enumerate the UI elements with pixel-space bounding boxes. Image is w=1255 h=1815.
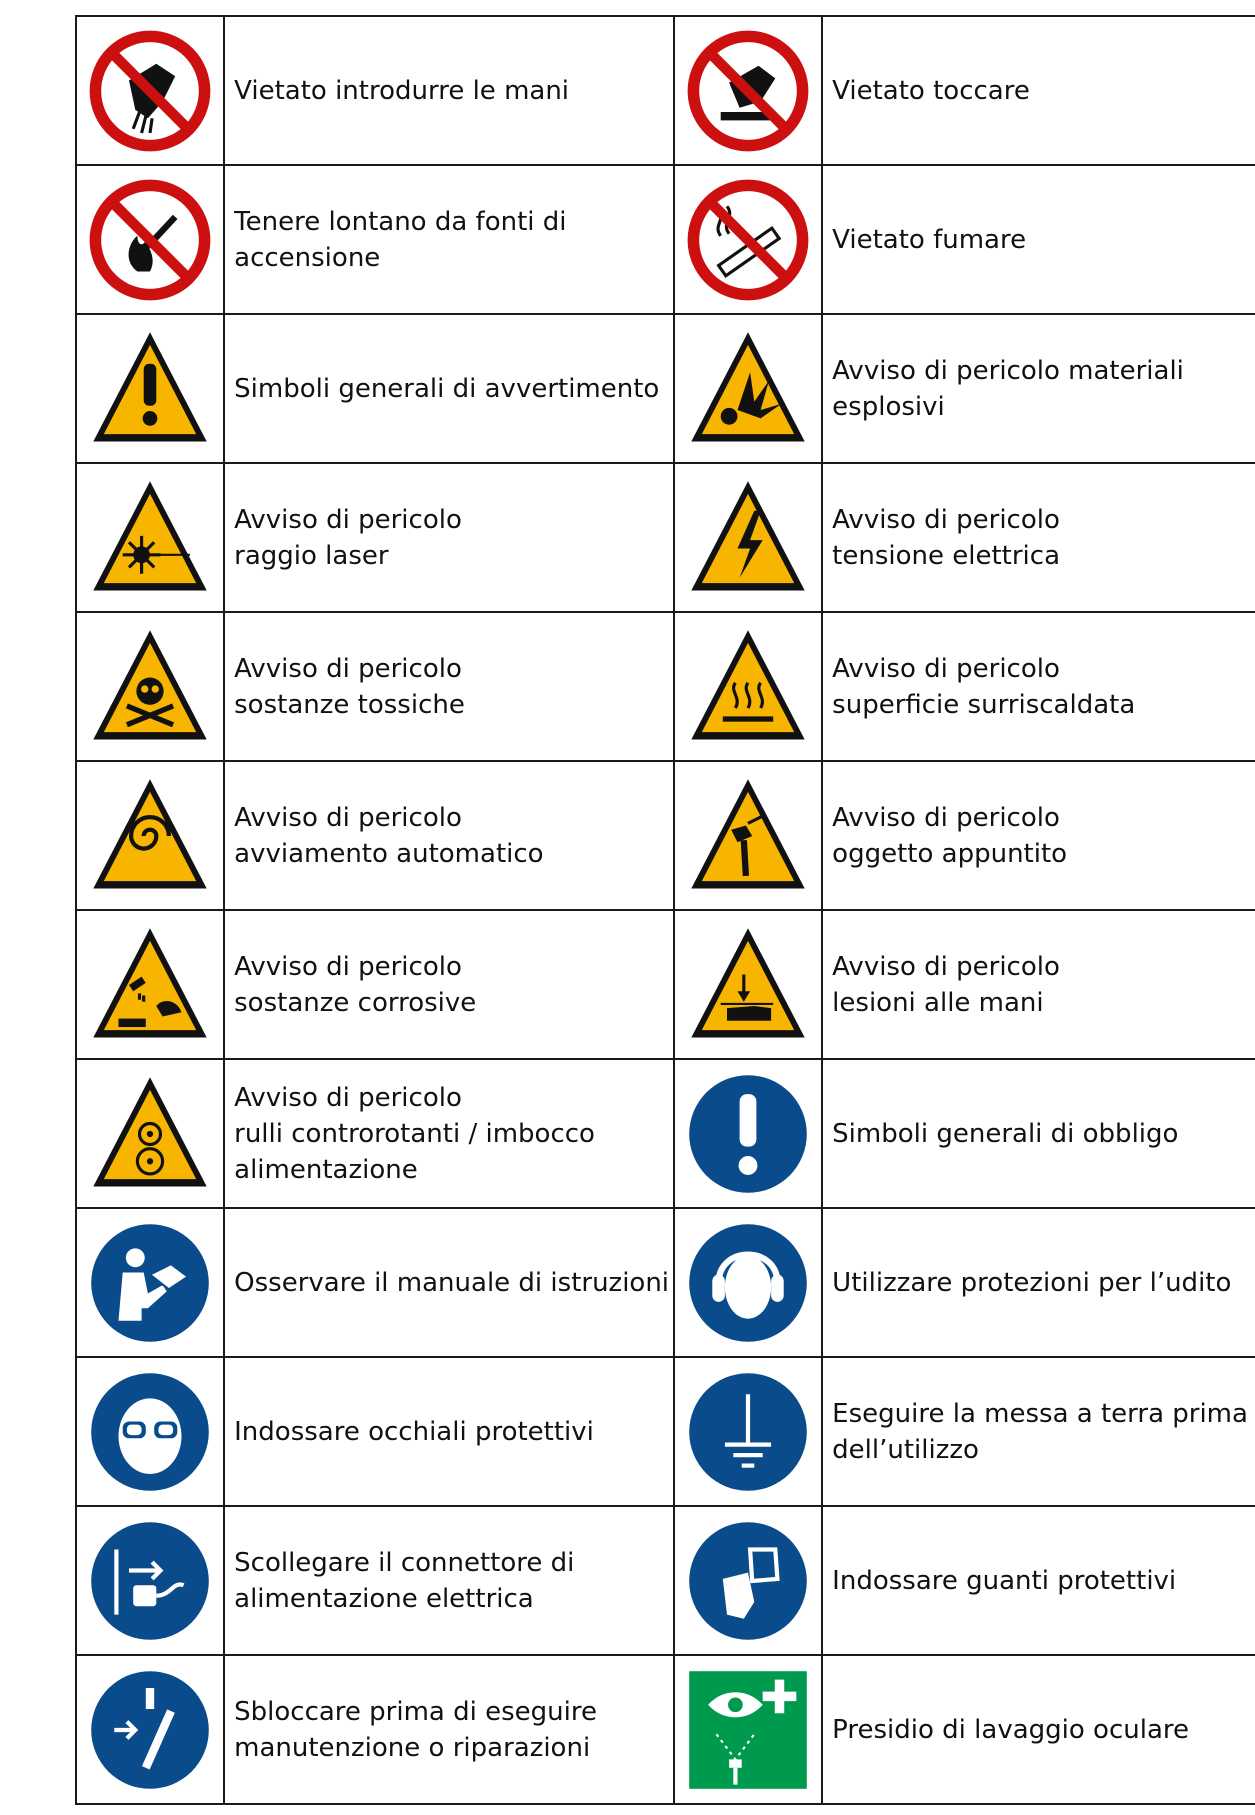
sign-description-line: Simboli generali di obbligo bbox=[832, 1118, 1179, 1149]
sign-icon-cell bbox=[674, 1655, 822, 1804]
sign-description-line: Vietato fumare bbox=[832, 224, 1027, 255]
sign-description bbox=[224, 1357, 674, 1506]
sign-row bbox=[76, 463, 1255, 612]
sign-description-line: Avviso di pericolo bbox=[234, 951, 462, 982]
sign-description-line: Osservare il manuale di istruzioni bbox=[234, 1267, 670, 1298]
sign-icon-cell bbox=[674, 1357, 822, 1506]
sign-description-line: Simboli generali di avvertimento bbox=[234, 373, 660, 404]
sign-description-line: lesioni alle mani bbox=[832, 987, 1044, 1018]
hand-injury-warning-icon bbox=[685, 922, 811, 1048]
read-manual-icon bbox=[87, 1220, 213, 1346]
sign-row bbox=[76, 761, 1255, 910]
sign-description-line: rulli controrotanti / imbocco bbox=[234, 1118, 595, 1149]
sign-icon-cell bbox=[674, 1506, 822, 1655]
sign-description bbox=[822, 1506, 1255, 1655]
sign-row bbox=[76, 1208, 1255, 1357]
sign-description-line: accensione bbox=[234, 242, 381, 273]
sign-description-line: Avviso di pericolo bbox=[234, 504, 462, 535]
sign-row bbox=[76, 910, 1255, 1059]
explosive-warning-icon bbox=[685, 326, 811, 452]
sign-description bbox=[224, 1208, 674, 1357]
sign-description bbox=[224, 1655, 674, 1804]
sign-description bbox=[822, 612, 1255, 761]
sign-description-line: superficie surriscaldata bbox=[832, 689, 1136, 720]
unlock-before-maintenance-icon bbox=[87, 1667, 213, 1793]
sign-description-line: oggetto appuntito bbox=[832, 838, 1068, 869]
toxic-warning-icon bbox=[87, 624, 213, 750]
sign-description bbox=[822, 1208, 1255, 1357]
no-hands-icon bbox=[87, 28, 213, 154]
sign-description-line: Avviso di pericolo bbox=[832, 504, 1060, 535]
sign-description-line: Avviso di pericolo materiali bbox=[832, 355, 1184, 386]
sign-icon-cell bbox=[674, 314, 822, 463]
general-warning-icon bbox=[87, 326, 213, 452]
sign-icon-cell bbox=[76, 463, 224, 612]
sign-description-line: Presidio di lavaggio oculare bbox=[832, 1714, 1189, 1745]
sign-description-line: dell’utilizzo bbox=[832, 1434, 979, 1465]
sign-icon-cell bbox=[674, 612, 822, 761]
sign-row bbox=[76, 165, 1255, 314]
sign-description bbox=[822, 165, 1255, 314]
sign-icon-cell bbox=[674, 1208, 822, 1357]
sign-description bbox=[224, 761, 674, 910]
general-mandatory-icon bbox=[685, 1071, 811, 1197]
gloves-icon bbox=[685, 1518, 811, 1644]
sign-row bbox=[76, 1357, 1255, 1506]
sign-description bbox=[822, 761, 1255, 910]
sign-icon-cell bbox=[674, 761, 822, 910]
sign-description bbox=[822, 314, 1255, 463]
sign-description-line: Vietato toccare bbox=[832, 75, 1030, 106]
disconnect-plug-icon bbox=[87, 1518, 213, 1644]
sign-row bbox=[76, 1655, 1255, 1804]
sign-description-line: Sbloccare prima di eseguire bbox=[234, 1696, 597, 1727]
sign-row bbox=[76, 1506, 1255, 1655]
sign-description-line: sostanze tossiche bbox=[234, 689, 465, 720]
auto-start-warning-icon bbox=[87, 773, 213, 899]
sign-description-line: tensione elettrica bbox=[832, 540, 1061, 571]
hot-surface-warning-icon bbox=[685, 624, 811, 750]
sign-description-line: Eseguire la messa a terra prima bbox=[832, 1398, 1248, 1429]
sign-description-line: Avviso di pericolo bbox=[234, 653, 462, 684]
sign-icon-cell bbox=[76, 910, 224, 1059]
sign-icon-cell bbox=[76, 761, 224, 910]
sign-description bbox=[822, 910, 1255, 1059]
safety-signs-table bbox=[75, 15, 1255, 1805]
sign-description bbox=[224, 165, 674, 314]
no-touch-icon bbox=[685, 28, 811, 154]
eyewash-icon bbox=[685, 1667, 811, 1793]
sign-description bbox=[822, 1357, 1255, 1506]
sign-description bbox=[822, 1059, 1255, 1208]
no-smoking-icon bbox=[685, 177, 811, 303]
sign-description-line: alimentazione bbox=[234, 1154, 418, 1185]
sign-description bbox=[224, 612, 674, 761]
sign-icon-cell bbox=[76, 1655, 224, 1804]
sign-description-line: manutenzione o riparazioni bbox=[234, 1732, 591, 1763]
sign-icon-cell bbox=[76, 1208, 224, 1357]
sign-row bbox=[76, 314, 1255, 463]
sign-description-line: Vietato introdurre le mani bbox=[234, 75, 570, 106]
corrosive-warning-icon bbox=[87, 922, 213, 1048]
sign-description bbox=[224, 463, 674, 612]
sign-description-line: Avviso di pericolo bbox=[234, 802, 462, 833]
sign-description bbox=[822, 16, 1255, 165]
sign-description-line: Indossare occhiali protettivi bbox=[234, 1416, 594, 1447]
sign-icon-cell bbox=[674, 165, 822, 314]
sign-description-line: Utilizzare protezioni per l’udito bbox=[832, 1267, 1232, 1298]
eye-protection-icon bbox=[87, 1369, 213, 1495]
sign-description-line: Avviso di pericolo bbox=[832, 951, 1060, 982]
sign-row bbox=[76, 1059, 1255, 1208]
signs-table-body bbox=[76, 16, 1255, 1804]
sign-description bbox=[822, 463, 1255, 612]
sign-description-line: Indossare guanti protettivi bbox=[832, 1565, 1177, 1596]
ear-protection-icon bbox=[685, 1220, 811, 1346]
sign-description-line: alimentazione elettrica bbox=[234, 1583, 534, 1614]
sign-icon-cell bbox=[674, 463, 822, 612]
no-open-flame-icon bbox=[87, 177, 213, 303]
sign-icon-cell bbox=[76, 1059, 224, 1208]
sign-description-line: Tenere lontano da fonti di bbox=[234, 206, 567, 237]
sign-icon-cell bbox=[76, 314, 224, 463]
sign-description-line: raggio laser bbox=[234, 540, 389, 571]
sharp-object-warning-icon bbox=[685, 773, 811, 899]
electric-warning-icon bbox=[685, 475, 811, 601]
sign-description-line: Scollegare il connettore di bbox=[234, 1547, 575, 1578]
sign-icon-cell bbox=[674, 16, 822, 165]
ground-icon bbox=[685, 1369, 811, 1495]
sign-icon-cell bbox=[76, 612, 224, 761]
sign-icon-cell bbox=[674, 910, 822, 1059]
sign-description bbox=[224, 1506, 674, 1655]
sign-description-line: Avviso di pericolo bbox=[832, 653, 1060, 684]
sign-description bbox=[224, 910, 674, 1059]
rollers-warning-icon bbox=[87, 1071, 213, 1197]
sign-description bbox=[822, 1655, 1255, 1804]
sign-icon-cell bbox=[76, 1506, 224, 1655]
sign-icon-cell bbox=[76, 16, 224, 165]
sign-description-line: Avviso di pericolo bbox=[832, 802, 1060, 833]
sign-icon-cell bbox=[674, 1059, 822, 1208]
sign-description-line: esplosivi bbox=[832, 391, 945, 422]
sign-description-line: avviamento automatico bbox=[234, 838, 544, 869]
sign-description-line: sostanze corrosive bbox=[234, 987, 477, 1018]
laser-warning-icon bbox=[87, 475, 213, 601]
sign-icon-cell bbox=[76, 165, 224, 314]
sign-row bbox=[76, 16, 1255, 165]
sign-description bbox=[224, 1059, 674, 1208]
sign-description bbox=[224, 16, 674, 165]
sign-description-line: Avviso di pericolo bbox=[234, 1082, 462, 1113]
sign-icon-cell bbox=[76, 1357, 224, 1506]
sign-row bbox=[76, 612, 1255, 761]
sign-description bbox=[224, 314, 674, 463]
